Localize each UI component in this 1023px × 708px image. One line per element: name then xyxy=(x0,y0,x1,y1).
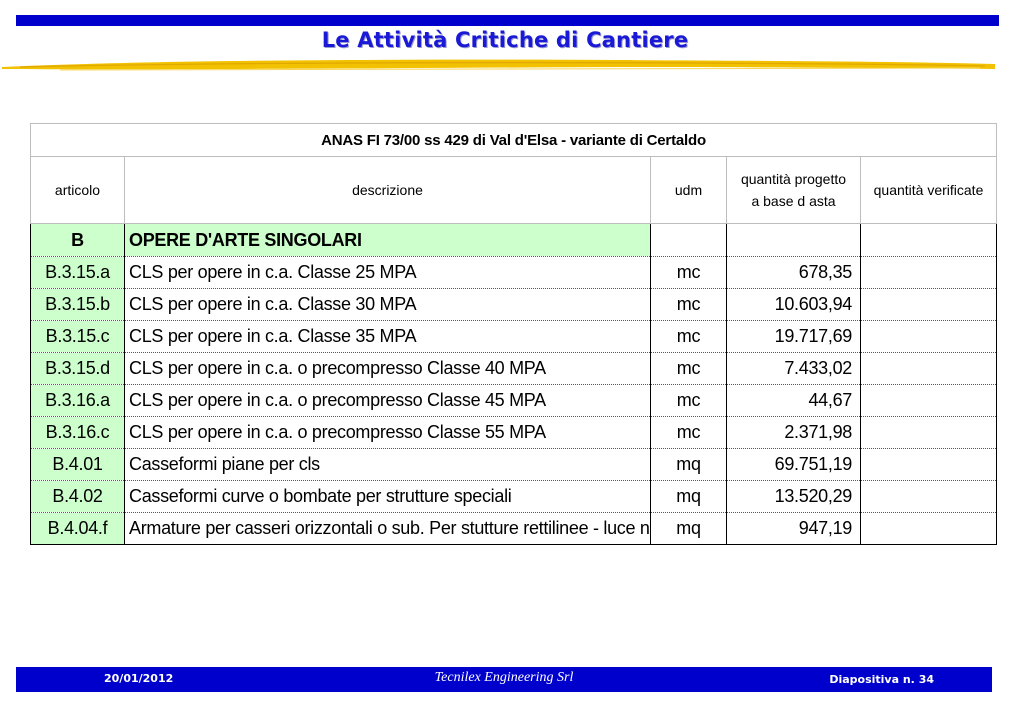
cell-quantita: 10.603,94 xyxy=(727,289,861,321)
cell-udm: mc xyxy=(651,289,727,321)
cell-articolo: B.3.16.c xyxy=(31,417,125,449)
cell-descrizione: CLS per opere in c.a. Classe 35 MPA xyxy=(125,321,651,353)
table-row xyxy=(31,417,997,449)
table-row xyxy=(31,449,997,481)
column-header-quantita-progetto xyxy=(727,157,861,224)
cell-articolo: B.3.15.a xyxy=(31,257,125,289)
cell-articolo: B.3.15.d xyxy=(31,353,125,385)
cell-udm: mc xyxy=(651,353,727,385)
cell-articolo: B.3.15.c xyxy=(31,321,125,353)
cell-quantita: 44,67 xyxy=(727,385,861,417)
cell-quantita: 19.717,69 xyxy=(727,321,861,353)
cell-udm: mc xyxy=(651,385,727,417)
section-label: OPERE D'ARTE SINGOLARI xyxy=(125,224,651,257)
column-header-quantita-verificate: quantità verificate xyxy=(861,157,997,224)
cell-verificate xyxy=(861,257,997,289)
cell-quantita: 13.520,29 xyxy=(727,481,861,513)
table-row xyxy=(31,321,997,353)
cell-udm: mc xyxy=(651,321,727,353)
cell-articolo: B.3.15.b xyxy=(31,289,125,321)
cell-articolo: B.4.04.f xyxy=(31,513,125,545)
footer-date: 20/01/2012 xyxy=(104,672,174,685)
table-row xyxy=(31,481,997,513)
cell-verificate xyxy=(861,385,997,417)
cell-verificate xyxy=(861,289,997,321)
footer-company: Tecnilex Engineering Srl xyxy=(434,670,574,685)
column-header-quantita-progetto-line2: a base d asta xyxy=(751,193,836,209)
column-header-udm: udm xyxy=(651,157,727,224)
cell-verificate xyxy=(861,417,997,449)
table-row xyxy=(31,385,997,417)
cell-udm: mq xyxy=(651,449,727,481)
cell-verificate xyxy=(861,321,997,353)
quantities-table xyxy=(30,123,997,545)
cell-articolo: B.4.02 xyxy=(31,481,125,513)
column-header-articolo: articolo xyxy=(31,157,125,224)
cell-verificate xyxy=(861,481,997,513)
cell-udm: mc xyxy=(651,257,727,289)
cell-verificate xyxy=(861,449,997,481)
slide-title: Le Attività Critiche di Cantiere xyxy=(321,28,689,52)
cell-quantita: 678,35 xyxy=(727,257,861,289)
section-verificate xyxy=(861,224,997,257)
cell-verificate xyxy=(861,353,997,385)
table-title: ANAS FI 73/00 ss 429 di Val d'Elsa - variante di Certaldo xyxy=(31,124,997,157)
cell-descrizione: Casseformi piane per cls xyxy=(125,449,651,481)
title-underline-swoosh xyxy=(0,55,1000,77)
section-udm xyxy=(651,224,727,257)
cell-udm: mc xyxy=(651,417,727,449)
table-row xyxy=(31,353,997,385)
cell-descrizione: CLS per opere in c.a. o precompresso Classe 45 MPA xyxy=(125,385,651,417)
cell-descrizione: Armature per casseri orizzontali o sub. Per stutture rettilinee - luce n xyxy=(125,513,651,545)
cell-descrizione: CLS per opere in c.a. o precompresso Classe 40 MPA xyxy=(125,353,651,385)
top-bar xyxy=(16,15,999,26)
footer-bar xyxy=(16,667,992,692)
section-quantita xyxy=(727,224,861,257)
cell-quantita: 2.371,98 xyxy=(727,417,861,449)
cell-descrizione: CLS per opere in c.a. Classe 25 MPA xyxy=(125,257,651,289)
table-row xyxy=(31,289,997,321)
cell-quantita: 947,19 xyxy=(727,513,861,545)
table-row xyxy=(31,513,997,545)
cell-articolo: B.3.16.a xyxy=(31,385,125,417)
cell-quantita: 7.433,02 xyxy=(727,353,861,385)
section-row xyxy=(31,224,997,257)
column-header-quantita-progetto-line1: quantità progetto xyxy=(740,171,847,187)
cell-quantita: 69.751,19 xyxy=(727,449,861,481)
cell-udm: mq xyxy=(651,513,727,545)
cell-descrizione: CLS per opere in c.a. o precompresso Classe 55 MPA xyxy=(125,417,651,449)
cell-descrizione: CLS per opere in c.a. Classe 30 MPA xyxy=(125,289,651,321)
cell-articolo: B.4.01 xyxy=(31,449,125,481)
column-header-descrizione: descrizione xyxy=(125,157,651,224)
table-row xyxy=(31,257,997,289)
footer-slide-number: Diapositiva n. 34 xyxy=(829,673,934,686)
cell-verificate xyxy=(861,513,997,545)
section-code: B xyxy=(31,224,125,257)
cell-descrizione: Casseformi curve o bombate per strutture speciali xyxy=(125,481,651,513)
cell-udm: mq xyxy=(651,481,727,513)
